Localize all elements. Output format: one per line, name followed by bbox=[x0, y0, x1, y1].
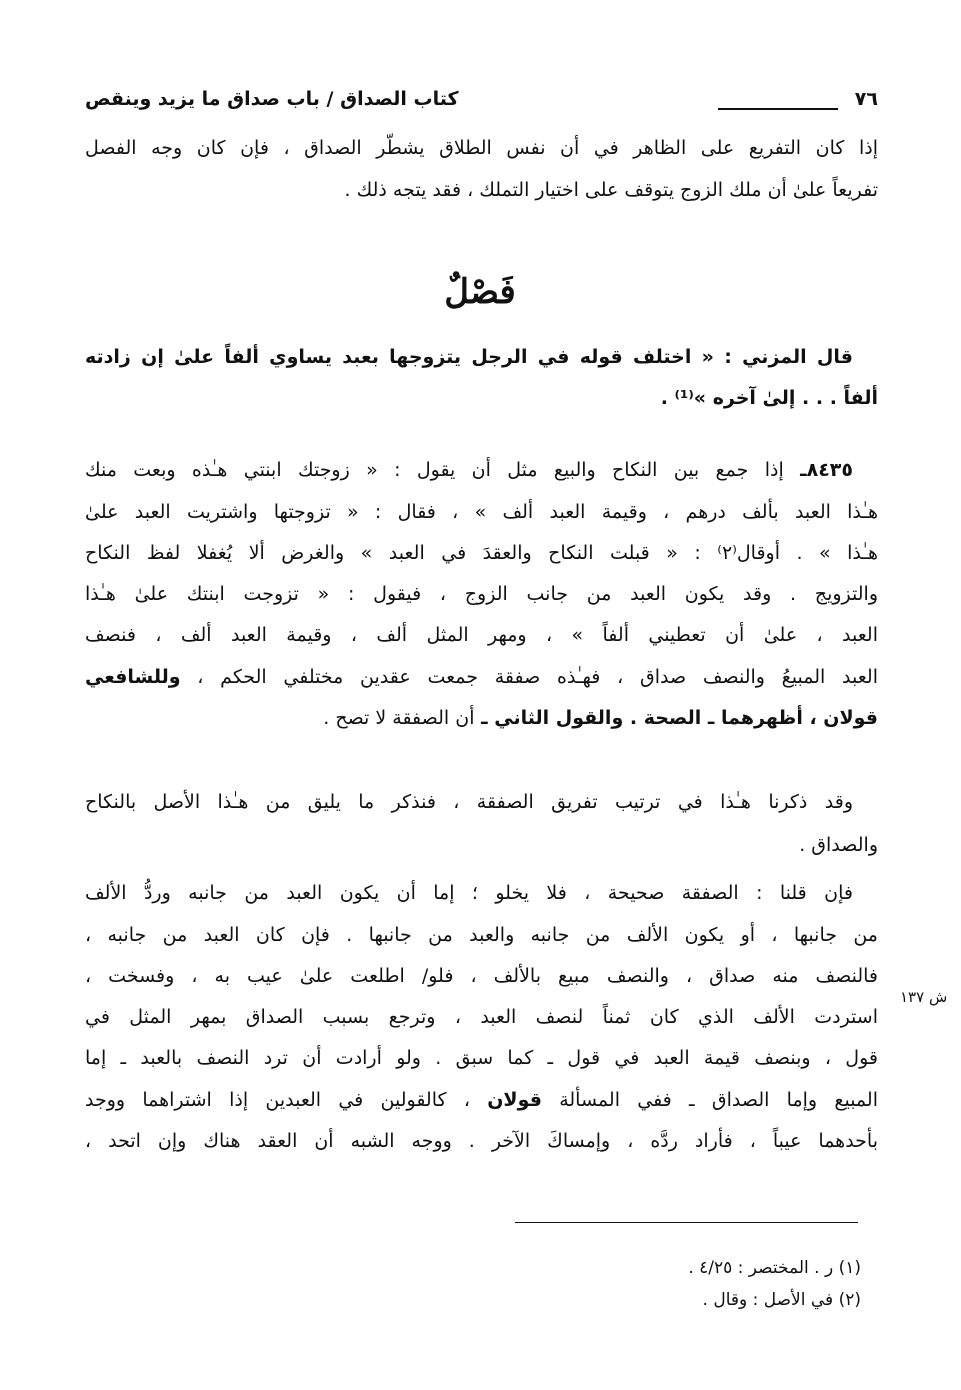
text-line: استردت الألف الذي كان ثمناً لنصف العبد ، وترجع بسبب الصداق بمهر المثل في bbox=[85, 1006, 878, 1028]
section-ornament: فَصْلٌ bbox=[444, 272, 516, 312]
text-segment: قولان ، أظهرهما ـ الصحة . والقول الثاني ـ bbox=[481, 707, 878, 729]
margin-note: ش ١٣٧ bbox=[900, 988, 948, 1006]
text-line: إذا كان التفريع على الظاهر في أن نفس الطلاق يشطّر الصداق ، فإن كان وجه الفصل bbox=[85, 137, 878, 159]
text-segment: المبيع وإما الصداق ـ ففي المسألة bbox=[541, 1089, 878, 1111]
text-line: تفريعاً علىٰ أن ملك الزوج يتوقف على اختيار التملك ، فقد يتجه ذلك . bbox=[344, 179, 878, 201]
text-segment: وللشافعي bbox=[85, 666, 181, 688]
footnote: (١) ر . المختصر : ٤/٢٥ . bbox=[688, 1258, 861, 1278]
text-line: هـٰذا » . أوقال⁽٢⁾ : « قبلت النكاح والعقدَ في العبد » والغرض ألا يُغفلا لفظ النكاح bbox=[85, 542, 878, 564]
footnote-rule bbox=[515, 1222, 858, 1223]
text-segment: العبد المبيعُ والنصف صداق ، فهـٰذه صفقة جمعت عقدين مختلفي الحكم ، bbox=[180, 666, 878, 688]
text-line: بأحدهما عيباً ، فأراد ردَّه ، وإمساكَ الآخر . ووجه الشبه أن العقد هناك وإن اتحد ، bbox=[85, 1130, 878, 1152]
text-segment: قولان bbox=[487, 1089, 542, 1111]
text-line: قول ، وبنصف قيمة العبد في قول ـ كما سبق . ولو أرادت أن ترد النصف بالعبد ـ إما bbox=[85, 1047, 878, 1069]
text-line: فإن قلنا : الصفقة صحيحة ، فلا يخلو ؛ إما أن يكون العبد من جانبه وردُّ الألف bbox=[85, 882, 853, 904]
quote-line: قال المزني : « اختلف قوله في الرجل يتزوجها بعبد يساوي ألفاً علىٰ إن زادته bbox=[85, 346, 853, 368]
text-line: هـٰذا العبد بألف درهم ، وقيمة العبد ألف » ، فقال : « تزوجتها واشتريت العبد علىٰ bbox=[85, 501, 878, 523]
text-line: والتزويج . وقد يكون العبد من جانب الزوج ، فيقول : « تزوجت ابنتك علىٰ هـٰذا bbox=[85, 583, 878, 605]
text-segment: إذا جمع بين النكاح والبيع مثل أن يقول : « زوجتك ابنتي هـٰذه وبعت منك bbox=[85, 459, 784, 481]
header-rule bbox=[718, 108, 838, 110]
quote-line: ألفاً . . . إلىٰ آخره »⁽¹⁾ . bbox=[660, 387, 878, 409]
text-segment: ، كالقولين في العبدين إذا اشتراهما ووجد bbox=[85, 1089, 488, 1111]
text-line: من جانبها ، أو يكون الألف من جانبه والعبد من جانبها . فإن كان العبد من جانبه ، bbox=[85, 924, 878, 946]
paragraph-number: ٨٤٣٥ـ bbox=[800, 459, 853, 481]
page-number: ٧٦ bbox=[854, 88, 878, 110]
running-header bbox=[85, 88, 878, 118]
text-line bbox=[85, 1085, 878, 1115]
text-line: والصداق . bbox=[799, 834, 878, 856]
footnote: (٢) في الأصل : وقال . bbox=[702, 1290, 861, 1310]
text-line bbox=[85, 662, 878, 692]
text-segment: أن الصفقة لا تصح . bbox=[323, 707, 475, 729]
text-line: العبد ، علىٰ أن تعطيني ألفاً » ، ومهر المثل ألف ، وقيمة العبد ألف ، فنصف bbox=[85, 624, 878, 646]
text-line bbox=[85, 455, 853, 485]
running-title: كتاب الصداق / باب صداق ما يزيد وينقص bbox=[85, 88, 459, 110]
text-line: وقد ذكرنا هـٰذا في ترتيب تفريق الصفقة ، فنذكر ما يليق من هـٰذا الأصل بالنكاح bbox=[85, 791, 853, 813]
text-line bbox=[85, 703, 878, 733]
text-line: فالنصف منه صداق ، والنصف مبيع بالألف ، فلو/ اطلعت علىٰ عيب به ، وفسخت ، bbox=[85, 965, 878, 987]
